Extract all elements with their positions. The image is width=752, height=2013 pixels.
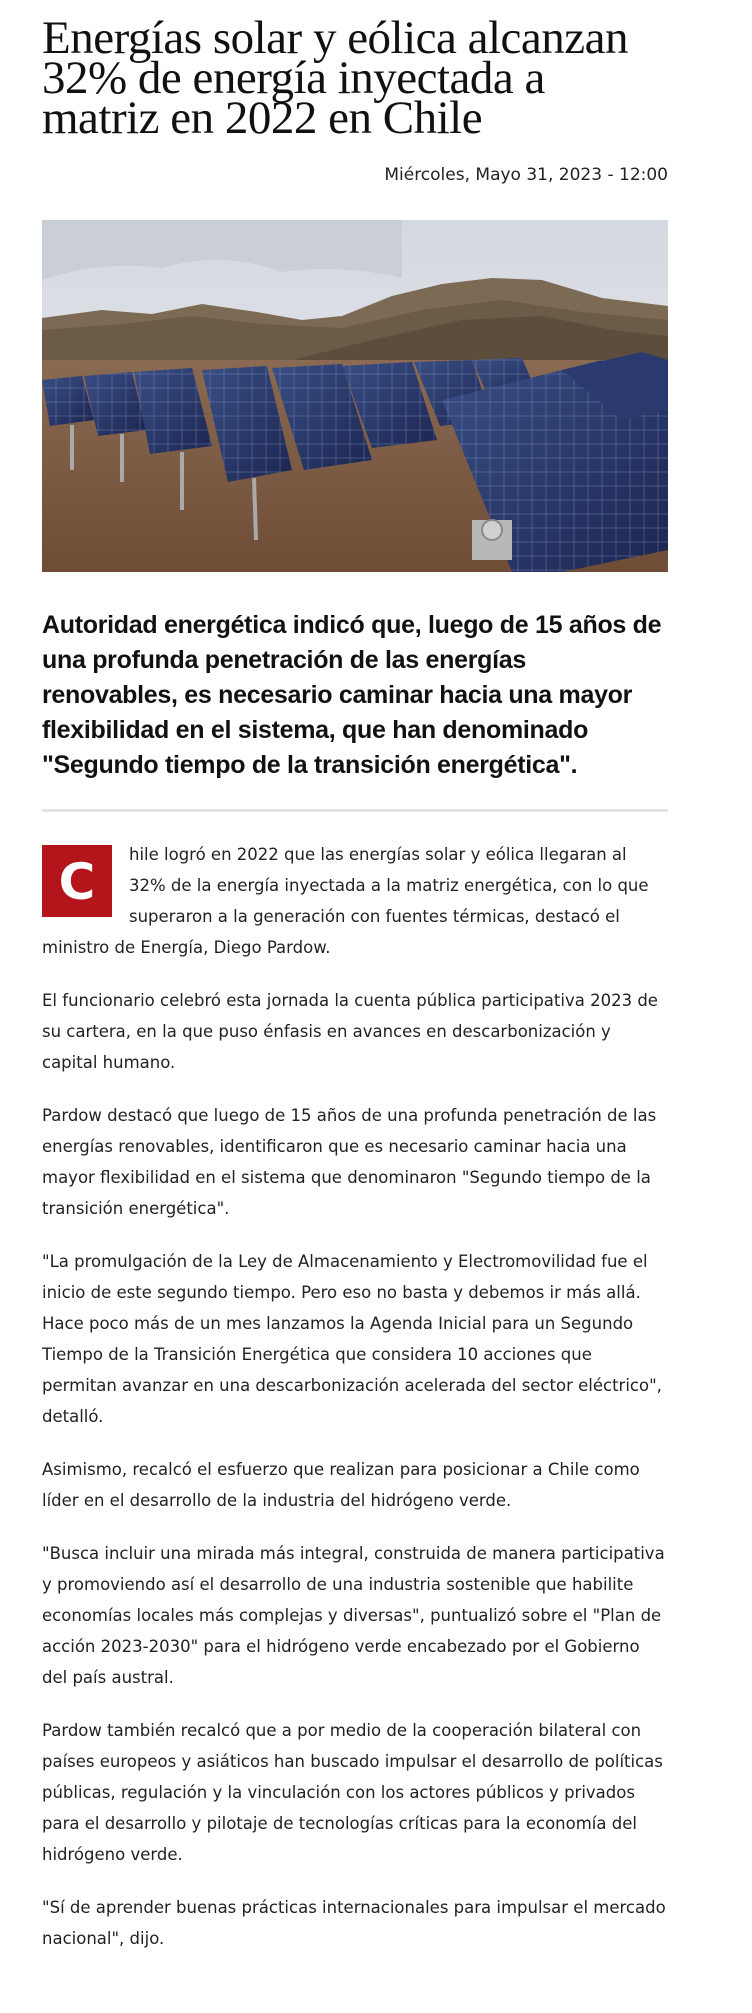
paragraph: Pardow también recalcó que a por medio de la cooperación bilateral con países europeos y asiáticos han buscado impulsar el desarrollo de políticas públicas, regulación y la vinculación con los actores públicos y privados para el desarrollo y pilotaje de tecnologías críticas para la economía del hidrógeno verde.	[42, 1721, 663, 1864]
paragraph: Pardow destacó que luego de 15 años de una profunda penetración de las energías renovables, identificaron que es necesario caminar hacia una mayor flexibilidad en el sistema que denominaron "Segundo tiempo de la transición energética".	[42, 1106, 657, 1218]
divider	[42, 809, 668, 812]
paragraph: "Busca incluir una mirada más integral, construida de manera participativa y promoviendo así el desarrollo de una industria sostenible que habilite economías locales más complejas y diversas", puntualizó sobre el "Plan de acción 2023-2030" para el hidrógeno verde encabezado por el Gobierno del país austral.	[42, 1544, 665, 1687]
first-paragraph-text: hile logró en 2022 que las energías solar y eólica llegaran al 32% de la energía inyectada a la matriz energética, con lo que superaron a la generación con fuentes térmicas, destacó el ministro de Energía, Diego Pardow.	[42, 845, 649, 957]
first-paragraph	[42, 839, 668, 963]
dropcap: C	[42, 845, 112, 917]
article-lead: Autoridad energética indicó que, luego de 15 años de una profunda penetración de las energías renovables, es necesario caminar hacia una mayor flexibilidad en el sistema, que han denominado "Segundo tiempo de la transición energética".	[42, 611, 662, 779]
paragraph: El funcionario celebró esta jornada la cuenta pública participativa 2023 de su cartera, en la que puso énfasis en avances en descarbonización y capital humano.	[42, 991, 658, 1072]
hero-image	[42, 220, 668, 572]
article-title: Energías solar y eólica alcanzan 32% de energía inyectada a matriz en 2022 en Chile	[42, 12, 629, 144]
article-body	[42, 839, 668, 1954]
article-date: Miércoles, Mayo 31, 2023 - 12:00	[384, 165, 668, 185]
paragraph: "Sí de aprender buenas prácticas internacionales para impulsar el mercado nacional", dijo.	[42, 1898, 666, 1948]
paragraph: Asimismo, recalcó el esfuerzo que realizan para posicionar a Chile como líder en el desarrollo de la industria del hidrógeno verde.	[42, 1460, 640, 1510]
solar-farm-photo	[42, 220, 668, 572]
paragraph: "La promulgación de la Ley de Almacenamiento y Electromovilidad fue el inicio de este segundo tiempo. Pero eso no basta y debemos ir más allá. Hace poco más de un mes lanzamos la Agenda Inicial para un Segundo Tiempo de la Transición Energética que considera 10 acciones que permitan avanzar en una descarbonización acelerada del sector eléctrico", detalló.	[42, 1252, 662, 1426]
article	[42, 0, 668, 1976]
